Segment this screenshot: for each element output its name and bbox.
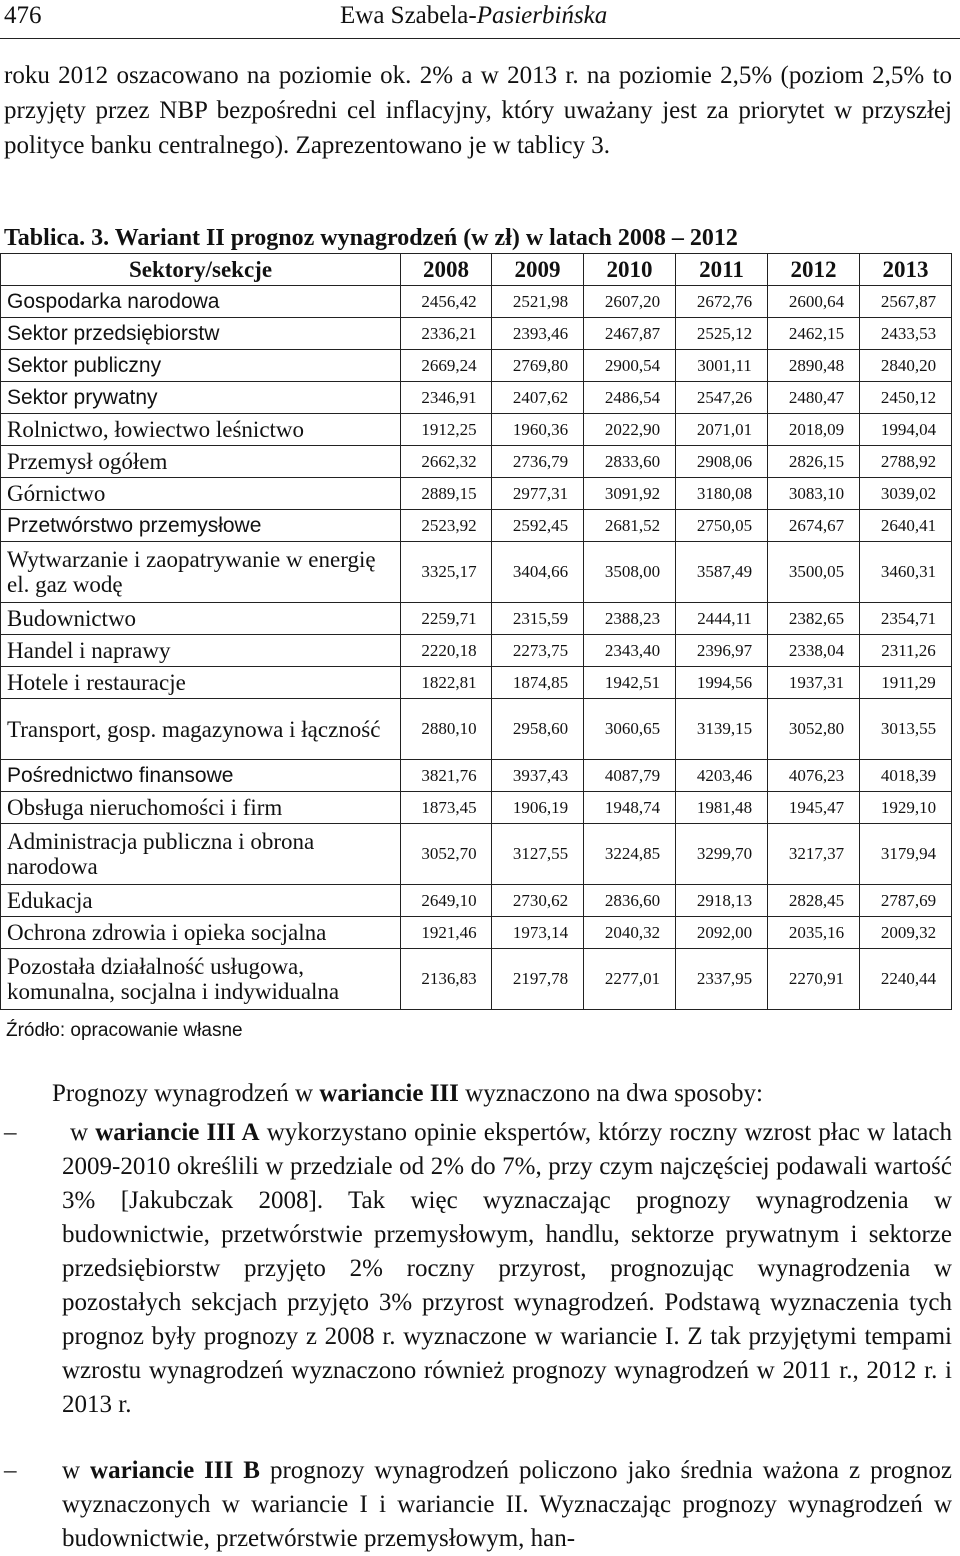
table-row [1,446,952,478]
wage-value-cell: 2977,31 [492,478,584,510]
wage-value-cell: 3325,17 [401,542,492,603]
wage-value-cell: 1921,46 [401,917,492,949]
page-number: 476 [4,2,42,29]
table-row [1,382,952,414]
wage-value-cell: 2958,60 [492,699,584,760]
wage-value-cell: 2035,16 [768,917,860,949]
wage-value-cell: 4076,23 [768,760,860,792]
wage-value-cell: 2393,46 [492,318,584,350]
running-head-author: Ewa Szabela-Pasierbińska [340,2,608,29]
sector-name-cell: Sektor prywatny [1,382,401,414]
sector-name-cell: Pośrednictwo finansowe [1,760,401,792]
wage-value-cell: 2467,87 [584,318,676,350]
wage-value-cell: 1960,36 [492,414,584,446]
wage-value-cell: 2277,01 [584,949,676,1010]
wage-value-cell: 2890,48 [768,350,860,382]
wage-value-cell: 2346,91 [401,382,492,414]
wage-value-cell: 2444,11 [676,603,768,635]
table-row [1,949,952,1010]
wage-value-cell: 2456,42 [401,286,492,318]
sector-name-cell: Administracja publiczna i obrona narodowa [1,824,401,885]
wage-value-cell: 1911,29 [860,667,952,699]
wage-value-cell: 4087,79 [584,760,676,792]
table-row [1,350,952,382]
wage-value-cell: 2022,90 [584,414,676,446]
wage-value-cell: 1994,04 [860,414,952,446]
wage-value-cell: 2607,20 [584,286,676,318]
column-header-year: 2008 [401,254,492,286]
wage-value-cell: 1973,14 [492,917,584,949]
sector-name-cell: Hotele i restauracje [1,667,401,699]
header-rule [0,38,960,39]
wage-value-cell: 2273,75 [492,635,584,667]
wage-value-cell: 1912,25 [401,414,492,446]
table-row [1,635,952,667]
wage-value-cell: 3299,70 [676,824,768,885]
sector-name-cell: Ochrona zdrowia i opieka socjalna [1,917,401,949]
table-source: Źródło: opracowanie własne [6,1020,243,1041]
wage-value-cell: 2071,01 [676,414,768,446]
table-row [1,824,952,885]
wage-value-cell: 3404,66 [492,542,584,603]
wage-value-cell: 3091,92 [584,478,676,510]
sector-name-cell: Pozostała działalność usługowa, komunalna, socjalna i indywidualna [1,949,401,1010]
sector-name-cell: Gospodarka narodowa [1,286,401,318]
wage-value-cell: 1942,51 [584,667,676,699]
table-row [1,917,952,949]
intro-paragraph: roku 2012 oszacowano na poziomie ok. 2% a w 2013 r. na poziomie 2,5% (poziom 2,5% to przyjęty przez NBP bezpośredni cel inflacyjny, który uważany jest za priorytet w przyszłej polityce banku centralnego). Zaprezentowano je w tablicy 3. [4,62,952,159]
wage-value-cell: 2547,26 [676,382,768,414]
table-row [1,414,952,446]
wage-value-cell: 1948,74 [584,792,676,824]
table-row [1,792,952,824]
table-row [1,286,952,318]
wage-value-cell: 2736,79 [492,446,584,478]
wage-value-cell: 2525,12 [676,318,768,350]
wage-value-cell: 2462,15 [768,318,860,350]
table-header-row [1,254,952,286]
variant-b-text: w wariancie III B prognozy wynagrodzeń policzono jako średnia ważona z prognoz wyznaczonych w wariancie I i wariancie II. Wyznaczając prognozy wynagrodzeń w budownictwie, przetwórstwie przemysłowym, han- [62,1457,952,1552]
table-row [1,510,952,542]
column-header-year: 2009 [492,254,584,286]
wage-value-cell: 3083,10 [768,478,860,510]
wage-value-cell: 3217,37 [768,824,860,885]
wage-value-cell: 3001,11 [676,350,768,382]
wage-value-cell: 1873,45 [401,792,492,824]
wage-value-cell: 2908,06 [676,446,768,478]
wage-value-cell: 2788,92 [860,446,952,478]
table-row [1,478,952,510]
column-header-year: 2012 [768,254,860,286]
sector-name-cell: Handel i naprawy [1,635,401,667]
wage-value-cell: 1874,85 [492,667,584,699]
table-row [1,885,952,917]
sector-name-cell: Sektor przedsiębiorstw [1,318,401,350]
wage-value-cell: 2354,71 [860,603,952,635]
wage-value-cell: 3127,55 [492,824,584,885]
sector-name-cell: Przetwórstwo przemysłowe [1,510,401,542]
wage-value-cell: 3587,49 [676,542,768,603]
sector-name-cell: Sektor publiczny [1,350,401,382]
wage-value-cell: 3013,55 [860,699,952,760]
wage-value-cell: 2681,52 [584,510,676,542]
column-header-year: 2011 [676,254,768,286]
wage-value-cell: 2136,83 [401,949,492,1010]
running-header [0,0,960,34]
wage-value-cell: 1981,48 [676,792,768,824]
wage-value-cell: 2787,69 [860,885,952,917]
wage-value-cell: 2270,91 [768,949,860,1010]
wage-value-cell: 2674,67 [768,510,860,542]
wage-value-cell: 2840,20 [860,350,952,382]
wage-value-cell: 2826,15 [768,446,860,478]
wage-value-cell: 2880,10 [401,699,492,760]
wage-value-cell: 3937,43 [492,760,584,792]
wage-value-cell: 2396,97 [676,635,768,667]
wage-value-cell: 3460,31 [860,542,952,603]
wage-value-cell: 2240,44 [860,949,952,1010]
list-dash: – [4,1457,17,1484]
wage-value-cell: 2450,12 [860,382,952,414]
wage-value-cell: 2018,09 [768,414,860,446]
table-caption: Tablica. 3. Wariant II prognoz wynagrodzeń (w zł) w latach 2008 – 2012 [4,225,738,251]
wage-value-cell: 3508,00 [584,542,676,603]
wage-value-cell: 2836,60 [584,885,676,917]
table-row [1,318,952,350]
wage-value-cell: 3052,70 [401,824,492,885]
table-row [1,760,952,792]
wage-value-cell: 2343,40 [584,635,676,667]
wage-forecast-table [0,253,952,1010]
wage-value-cell: 3039,02 [860,478,952,510]
wage-value-cell: 2433,53 [860,318,952,350]
wage-value-cell: 2889,15 [401,478,492,510]
wage-value-cell: 3179,94 [860,824,952,885]
wage-value-cell: 1906,19 [492,792,584,824]
sector-name-cell: Edukacja [1,885,401,917]
wage-value-cell: 2259,71 [401,603,492,635]
sector-name-cell: Rolnictwo, łowiectwo leśnictwo [1,414,401,446]
wage-value-cell: 2828,45 [768,885,860,917]
wage-value-cell: 2337,95 [676,949,768,1010]
sector-name-cell: Przemysł ogółem [1,446,401,478]
wage-value-cell: 1929,10 [860,792,952,824]
wage-value-cell: 2388,23 [584,603,676,635]
wage-value-cell: 2523,92 [401,510,492,542]
wage-value-cell: 3224,85 [584,824,676,885]
column-header-year: 2013 [860,254,952,286]
column-header-sector: Sektory/sekcje [1,254,401,286]
column-header-year: 2010 [584,254,676,286]
wage-value-cell: 3139,15 [676,699,768,760]
wage-value-cell: 3060,65 [584,699,676,760]
wage-value-cell: 2480,47 [768,382,860,414]
wage-value-cell: 2730,62 [492,885,584,917]
wage-value-cell: 2592,45 [492,510,584,542]
wage-value-cell: 2338,04 [768,635,860,667]
wage-value-cell: 2407,62 [492,382,584,414]
sector-name-cell: Budownictwo [1,603,401,635]
wage-value-cell: 2486,54 [584,382,676,414]
wage-value-cell: 2649,10 [401,885,492,917]
wage-value-cell: 4203,46 [676,760,768,792]
wage-value-cell: 2197,78 [492,949,584,1010]
sector-name-cell: Transport, gosp. magazynowa i łączność [1,699,401,760]
wage-value-cell: 2662,32 [401,446,492,478]
table-body [1,286,952,1010]
wage-value-cell: 3500,05 [768,542,860,603]
wage-value-cell: 2672,76 [676,286,768,318]
wage-value-cell: 2220,18 [401,635,492,667]
table-row [1,667,952,699]
sector-name-cell: Obsługa nieruchomości i firm [1,792,401,824]
wage-value-cell: 3180,08 [676,478,768,510]
sector-name-cell: Górnictwo [1,478,401,510]
wage-value-cell: 2900,54 [584,350,676,382]
wage-value-cell: 1937,31 [768,667,860,699]
wage-value-cell: 4018,39 [860,760,952,792]
wage-value-cell: 1945,47 [768,792,860,824]
wage-value-cell: 2382,65 [768,603,860,635]
wage-value-cell: 2769,80 [492,350,584,382]
wage-value-cell: 2092,00 [676,917,768,949]
list-dash: – [4,1119,17,1146]
wage-value-cell: 2669,24 [401,350,492,382]
wage-value-cell: 2311,26 [860,635,952,667]
wage-value-cell: 2315,59 [492,603,584,635]
table-row [1,603,952,635]
wage-value-cell: 2040,32 [584,917,676,949]
table-row [1,699,952,760]
wage-value-cell: 3821,76 [401,760,492,792]
wage-value-cell: 1994,56 [676,667,768,699]
wage-value-cell: 2640,41 [860,510,952,542]
wage-value-cell: 2750,05 [676,510,768,542]
lead-sentence: Prognozy wynagrodzeń w wariancie III wyznaczono na dwa sposoby: [52,1080,763,1107]
wage-value-cell: 2521,98 [492,286,584,318]
wage-value-cell: 2918,13 [676,885,768,917]
wage-value-cell: 3052,80 [768,699,860,760]
wage-value-cell: 2336,21 [401,318,492,350]
variant-a-text: w wariancie III A wykorzystano opinie ekspertów, którzy roczny wzrost płac w latach 2009-2010 określili w przedziale od 2% do 7%, przy czym najczęściej podawali wartość 3% [Jakubczak 2008]. Tak więc wyznaczając prognozy wynagrodzenia w budownictwie, przetwórstwie przemysłowym, handlu, sektorze prywatnym i sektorze przedsiębiorstw przyjęto 2% roczny przyrost, prognozując wynagrodzenia w pozostałych sekcjach przyjęto 3% przyrost wynagrodzeń. Podstawą wyznaczenia tych prognoz były prognozy z 2008 r. wyznaczone w wariancie I. Z tak przyjętymi tempami wzrostu wynagrodzeń wyznaczono również prognozy wynagrodzeń w 2011 r., 2012 r. i 2013 r. [62,1119,953,1418]
table-row [1,542,952,603]
wage-value-cell: 1822,81 [401,667,492,699]
wage-value-cell: 2833,60 [584,446,676,478]
sector-name-cell: Wytwarzanie i zaopatrywanie w energię el. gaz wodę [1,542,401,603]
wage-value-cell: 2600,64 [768,286,860,318]
wage-value-cell: 2009,32 [860,917,952,949]
wage-value-cell: 2567,87 [860,286,952,318]
